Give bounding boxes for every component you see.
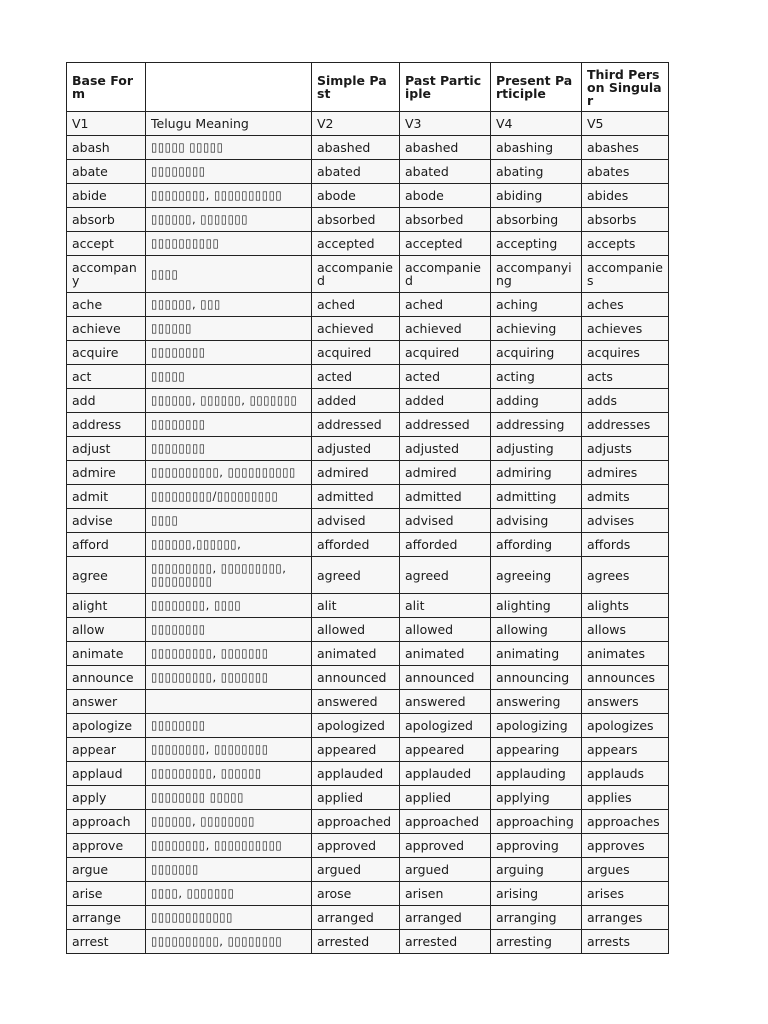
cell-base-form: ache xyxy=(67,293,146,317)
cell-simple-past: abated xyxy=(312,160,400,184)
cell-present-participle: acquiring xyxy=(491,341,582,365)
cell-present-participle: addressing xyxy=(491,413,582,437)
cell-present-participle: arising xyxy=(491,882,582,906)
cell-third-person: accompanies xyxy=(582,256,669,293)
cell-base-form: approach xyxy=(67,810,146,834)
header-present-participle: Present Participle xyxy=(491,63,582,112)
cell-simple-past: addressed xyxy=(312,413,400,437)
table-header-row xyxy=(67,63,669,112)
cell-past-participle: abode xyxy=(400,184,491,208)
cell-simple-past: admitted xyxy=(312,485,400,509)
cell-present-participle: agreeing xyxy=(491,557,582,594)
cell-simple-past: applauded xyxy=(312,762,400,786)
cell-third-person: announces xyxy=(582,666,669,690)
table-row xyxy=(67,930,669,954)
cell-telugu-meaning: ▯▯▯▯▯▯▯▯ xyxy=(146,160,312,184)
cell-third-person: applauds xyxy=(582,762,669,786)
table-row xyxy=(67,594,669,618)
cell-third-person: alights xyxy=(582,594,669,618)
cell-past-participle: accompanied xyxy=(400,256,491,293)
cell-simple-past: approved xyxy=(312,834,400,858)
cell-base-form: argue xyxy=(67,858,146,882)
table-row xyxy=(67,232,669,256)
table-row xyxy=(67,858,669,882)
cell-telugu-meaning: ▯▯▯▯▯▯▯ xyxy=(146,858,312,882)
cell-telugu-meaning: ▯▯▯▯, ▯▯▯▯▯▯▯ xyxy=(146,882,312,906)
cell-present-participle: affording xyxy=(491,533,582,557)
cell-third-person: approves xyxy=(582,834,669,858)
table-row xyxy=(67,437,669,461)
cell-base-form: absorb xyxy=(67,208,146,232)
cell-base-form: arrest xyxy=(67,930,146,954)
cell-present-participle: admiring xyxy=(491,461,582,485)
cell-base-form: abide xyxy=(67,184,146,208)
cell-past-participle: announced xyxy=(400,666,491,690)
cell-past-participle: absorbed xyxy=(400,208,491,232)
cell-simple-past: ached xyxy=(312,293,400,317)
cell-telugu-meaning: ▯▯▯▯▯▯▯▯ xyxy=(146,413,312,437)
table-row xyxy=(67,184,669,208)
cell-third-person: argues xyxy=(582,858,669,882)
table-row xyxy=(67,786,669,810)
cell-present-participle: alighting xyxy=(491,594,582,618)
cell-third-person: agrees xyxy=(582,557,669,594)
cell-simple-past: answered xyxy=(312,690,400,714)
table-row xyxy=(67,461,669,485)
cell-past-participle: ached xyxy=(400,293,491,317)
header-third-person-singular: Third Person Singular xyxy=(582,63,669,112)
cell-past-participle: answered xyxy=(400,690,491,714)
cell-simple-past: V2 xyxy=(312,112,400,136)
cell-third-person: abates xyxy=(582,160,669,184)
cell-base-form: afford xyxy=(67,533,146,557)
header-past-participle: Past Participle xyxy=(400,63,491,112)
cell-telugu-meaning: ▯▯▯▯ xyxy=(146,509,312,533)
cell-third-person: abashes xyxy=(582,136,669,160)
cell-simple-past: abode xyxy=(312,184,400,208)
cell-third-person: achieves xyxy=(582,317,669,341)
cell-past-participle: afforded xyxy=(400,533,491,557)
cell-present-participle: abiding xyxy=(491,184,582,208)
cell-base-form: advise xyxy=(67,509,146,533)
cell-third-person: absorbs xyxy=(582,208,669,232)
cell-past-participle: added xyxy=(400,389,491,413)
cell-past-participle: allowed xyxy=(400,618,491,642)
cell-past-participle: abated xyxy=(400,160,491,184)
cell-third-person: allows xyxy=(582,618,669,642)
table-row xyxy=(67,618,669,642)
cell-third-person: appears xyxy=(582,738,669,762)
cell-base-form: abash xyxy=(67,136,146,160)
cell-telugu-meaning: ▯▯▯▯▯▯, ▯▯▯▯▯▯▯▯ xyxy=(146,810,312,834)
cell-simple-past: accepted xyxy=(312,232,400,256)
cell-base-form: allow xyxy=(67,618,146,642)
cell-past-participle: arranged xyxy=(400,906,491,930)
cell-base-form: achieve xyxy=(67,317,146,341)
cell-past-participle: admired xyxy=(400,461,491,485)
cell-third-person: acts xyxy=(582,365,669,389)
cell-present-participle: V4 xyxy=(491,112,582,136)
cell-third-person: advises xyxy=(582,509,669,533)
cell-telugu-meaning: ▯▯▯▯▯▯▯▯▯, ▯▯▯▯▯▯▯▯▯, ▯▯▯▯▯▯▯▯▯ xyxy=(146,557,312,594)
cell-third-person: affords xyxy=(582,533,669,557)
cell-telugu-meaning: ▯▯▯▯▯ xyxy=(146,365,312,389)
cell-telugu-meaning: ▯▯▯▯▯▯▯▯, ▯▯▯▯▯▯▯▯▯▯ xyxy=(146,834,312,858)
cell-present-participle: abating xyxy=(491,160,582,184)
cell-past-participle: addressed xyxy=(400,413,491,437)
cell-third-person: applies xyxy=(582,786,669,810)
cell-telugu-meaning: ▯▯▯▯▯▯▯▯ xyxy=(146,341,312,365)
cell-base-form: applaud xyxy=(67,762,146,786)
cell-third-person: arises xyxy=(582,882,669,906)
cell-base-form: act xyxy=(67,365,146,389)
table-row xyxy=(67,413,669,437)
cell-past-participle: admitted xyxy=(400,485,491,509)
cell-telugu-meaning: ▯▯▯▯ xyxy=(146,256,312,293)
cell-past-participle: abashed xyxy=(400,136,491,160)
cell-simple-past: arose xyxy=(312,882,400,906)
cell-simple-past: approached xyxy=(312,810,400,834)
cell-simple-past: argued xyxy=(312,858,400,882)
cell-present-participle: achieving xyxy=(491,317,582,341)
cell-base-form: admire xyxy=(67,461,146,485)
cell-base-form: apologize xyxy=(67,714,146,738)
cell-simple-past: adjusted xyxy=(312,437,400,461)
cell-third-person: answers xyxy=(582,690,669,714)
table-row xyxy=(67,533,669,557)
cell-telugu-meaning: ▯▯▯▯▯▯▯▯, ▯▯▯▯▯▯▯▯ xyxy=(146,738,312,762)
cell-third-person: arrests xyxy=(582,930,669,954)
cell-present-participle: apologizing xyxy=(491,714,582,738)
cell-third-person: addresses xyxy=(582,413,669,437)
table-row xyxy=(67,714,669,738)
cell-telugu-meaning: ▯▯▯▯▯▯▯▯▯, ▯▯▯▯▯▯▯ xyxy=(146,642,312,666)
table-row xyxy=(67,906,669,930)
cell-past-participle: animated xyxy=(400,642,491,666)
cell-telugu-meaning: ▯▯▯▯▯▯▯▯▯▯, ▯▯▯▯▯▯▯▯▯▯ xyxy=(146,461,312,485)
cell-telugu-meaning: ▯▯▯▯▯▯▯▯▯, ▯▯▯▯▯▯▯ xyxy=(146,666,312,690)
cell-present-participle: admitting xyxy=(491,485,582,509)
cell-base-form: approve xyxy=(67,834,146,858)
cell-base-form: address xyxy=(67,413,146,437)
cell-simple-past: arrested xyxy=(312,930,400,954)
table-row xyxy=(67,112,669,136)
cell-third-person: abides xyxy=(582,184,669,208)
cell-past-participle: acquired xyxy=(400,341,491,365)
table-row xyxy=(67,738,669,762)
cell-telugu-meaning: ▯▯▯▯▯▯▯▯, ▯▯▯▯▯▯▯▯▯▯ xyxy=(146,184,312,208)
cell-third-person: accepts xyxy=(582,232,669,256)
cell-present-participle: abashing xyxy=(491,136,582,160)
cell-present-participle: arranging xyxy=(491,906,582,930)
table-row xyxy=(67,341,669,365)
cell-base-form: announce xyxy=(67,666,146,690)
table-row xyxy=(67,762,669,786)
cell-present-participle: accepting xyxy=(491,232,582,256)
cell-present-participle: advising xyxy=(491,509,582,533)
cell-simple-past: added xyxy=(312,389,400,413)
cell-present-participle: announcing xyxy=(491,666,582,690)
cell-past-participle: arrested xyxy=(400,930,491,954)
cell-past-participle: alit xyxy=(400,594,491,618)
cell-present-participle: approaching xyxy=(491,810,582,834)
cell-past-participle: acted xyxy=(400,365,491,389)
cell-present-participle: applauding xyxy=(491,762,582,786)
cell-present-participle: arresting xyxy=(491,930,582,954)
cell-simple-past: agreed xyxy=(312,557,400,594)
cell-third-person: apologizes xyxy=(582,714,669,738)
cell-third-person: acquires xyxy=(582,341,669,365)
header-simple-past: Simple Past xyxy=(312,63,400,112)
cell-telugu-meaning: ▯▯▯▯▯▯▯▯ xyxy=(146,437,312,461)
table-row xyxy=(67,834,669,858)
cell-telugu-meaning: ▯▯▯▯▯▯▯▯ xyxy=(146,714,312,738)
cell-present-participle: acting xyxy=(491,365,582,389)
cell-third-person: arranges xyxy=(582,906,669,930)
cell-base-form: animate xyxy=(67,642,146,666)
table-row xyxy=(67,509,669,533)
cell-present-participle: accompanying xyxy=(491,256,582,293)
table-row xyxy=(67,160,669,184)
verb-forms-table xyxy=(66,62,669,954)
cell-base-form: abate xyxy=(67,160,146,184)
table-body xyxy=(67,112,669,954)
table-row xyxy=(67,642,669,666)
cell-past-participle: applauded xyxy=(400,762,491,786)
cell-telugu-meaning: ▯▯▯▯▯▯▯▯, ▯▯▯▯ xyxy=(146,594,312,618)
cell-past-participle: approached xyxy=(400,810,491,834)
cell-telugu-meaning: ▯▯▯▯▯▯▯▯▯, ▯▯▯▯▯▯ xyxy=(146,762,312,786)
cell-present-participle: aching xyxy=(491,293,582,317)
cell-present-participle: answering xyxy=(491,690,582,714)
cell-base-form: arrange xyxy=(67,906,146,930)
cell-third-person: admires xyxy=(582,461,669,485)
cell-telugu-meaning: ▯▯▯▯▯▯▯▯ ▯▯▯▯▯ xyxy=(146,786,312,810)
table-row xyxy=(67,810,669,834)
cell-present-participle: arguing xyxy=(491,858,582,882)
cell-base-form: adjust xyxy=(67,437,146,461)
header-base-form: Base Form xyxy=(67,63,146,112)
table-row xyxy=(67,485,669,509)
cell-simple-past: absorbed xyxy=(312,208,400,232)
cell-simple-past: allowed xyxy=(312,618,400,642)
cell-base-form: agree xyxy=(67,557,146,594)
cell-telugu-meaning: ▯▯▯▯▯▯▯▯▯▯▯▯ xyxy=(146,906,312,930)
cell-present-participle: adjusting xyxy=(491,437,582,461)
cell-base-form: arise xyxy=(67,882,146,906)
cell-telugu-meaning: Telugu Meaning xyxy=(146,112,312,136)
cell-simple-past: acted xyxy=(312,365,400,389)
cell-present-participle: approving xyxy=(491,834,582,858)
cell-simple-past: afforded xyxy=(312,533,400,557)
cell-present-participle: absorbing xyxy=(491,208,582,232)
cell-telugu-meaning: ▯▯▯▯▯▯▯▯ xyxy=(146,618,312,642)
cell-base-form: appear xyxy=(67,738,146,762)
cell-third-person: admits xyxy=(582,485,669,509)
table-row xyxy=(67,293,669,317)
cell-present-participle: adding xyxy=(491,389,582,413)
table-row xyxy=(67,690,669,714)
cell-base-form: add xyxy=(67,389,146,413)
cell-simple-past: announced xyxy=(312,666,400,690)
cell-telugu-meaning: ▯▯▯▯▯▯▯▯▯▯ xyxy=(146,232,312,256)
cell-base-form: alight xyxy=(67,594,146,618)
cell-third-person: approaches xyxy=(582,810,669,834)
cell-past-participle: argued xyxy=(400,858,491,882)
cell-past-participle: agreed xyxy=(400,557,491,594)
cell-simple-past: achieved xyxy=(312,317,400,341)
cell-past-participle: achieved xyxy=(400,317,491,341)
cell-past-participle: arisen xyxy=(400,882,491,906)
cell-base-form: acquire xyxy=(67,341,146,365)
table-row xyxy=(67,666,669,690)
cell-third-person: adjusts xyxy=(582,437,669,461)
table-row xyxy=(67,365,669,389)
cell-past-participle: accepted xyxy=(400,232,491,256)
table-row xyxy=(67,208,669,232)
table-row xyxy=(67,256,669,293)
cell-past-participle: V3 xyxy=(400,112,491,136)
cell-telugu-meaning: ▯▯▯▯▯▯ xyxy=(146,317,312,341)
cell-telugu-meaning: ▯▯▯▯▯▯, ▯▯▯▯▯▯, ▯▯▯▯▯▯▯ xyxy=(146,389,312,413)
table-row xyxy=(67,882,669,906)
cell-present-participle: allowing xyxy=(491,618,582,642)
cell-base-form: V1 xyxy=(67,112,146,136)
cell-present-participle: appearing xyxy=(491,738,582,762)
table-row xyxy=(67,136,669,160)
table-row xyxy=(67,317,669,341)
cell-third-person: V5 xyxy=(582,112,669,136)
cell-base-form: apply xyxy=(67,786,146,810)
cell-simple-past: arranged xyxy=(312,906,400,930)
cell-simple-past: admired xyxy=(312,461,400,485)
cell-telugu-meaning: ▯▯▯▯▯▯, ▯▯▯ xyxy=(146,293,312,317)
cell-simple-past: abashed xyxy=(312,136,400,160)
cell-telugu-meaning: ▯▯▯▯▯▯,▯▯▯▯▯▯, xyxy=(146,533,312,557)
cell-present-participle: applying xyxy=(491,786,582,810)
cell-past-participle: adjusted xyxy=(400,437,491,461)
cell-simple-past: alit xyxy=(312,594,400,618)
cell-base-form: admit xyxy=(67,485,146,509)
cell-past-participle: approved xyxy=(400,834,491,858)
cell-simple-past: apologized xyxy=(312,714,400,738)
cell-simple-past: animated xyxy=(312,642,400,666)
cell-past-participle: advised xyxy=(400,509,491,533)
cell-present-participle: animating xyxy=(491,642,582,666)
cell-past-participle: appeared xyxy=(400,738,491,762)
cell-telugu-meaning: ▯▯▯▯▯▯▯▯▯/▯▯▯▯▯▯▯▯▯ xyxy=(146,485,312,509)
cell-past-participle: applied xyxy=(400,786,491,810)
cell-simple-past: acquired xyxy=(312,341,400,365)
cell-simple-past: applied xyxy=(312,786,400,810)
cell-third-person: animates xyxy=(582,642,669,666)
cell-simple-past: accompanied xyxy=(312,256,400,293)
cell-simple-past: advised xyxy=(312,509,400,533)
cell-simple-past: appeared xyxy=(312,738,400,762)
table-row xyxy=(67,389,669,413)
cell-telugu-meaning: ▯▯▯▯▯▯, ▯▯▯▯▯▯▯ xyxy=(146,208,312,232)
cell-third-person: adds xyxy=(582,389,669,413)
cell-third-person: aches xyxy=(582,293,669,317)
cell-base-form: answer xyxy=(67,690,146,714)
cell-base-form: accompany xyxy=(67,256,146,293)
cell-telugu-meaning: ▯▯▯▯▯▯▯▯▯▯, ▯▯▯▯▯▯▯▯ xyxy=(146,930,312,954)
header-telugu xyxy=(146,63,312,112)
cell-past-participle: apologized xyxy=(400,714,491,738)
cell-telugu-meaning xyxy=(146,690,312,714)
cell-base-form: accept xyxy=(67,232,146,256)
cell-telugu-meaning: ▯▯▯▯▯ ▯▯▯▯▯ xyxy=(146,136,312,160)
table-row xyxy=(67,557,669,594)
